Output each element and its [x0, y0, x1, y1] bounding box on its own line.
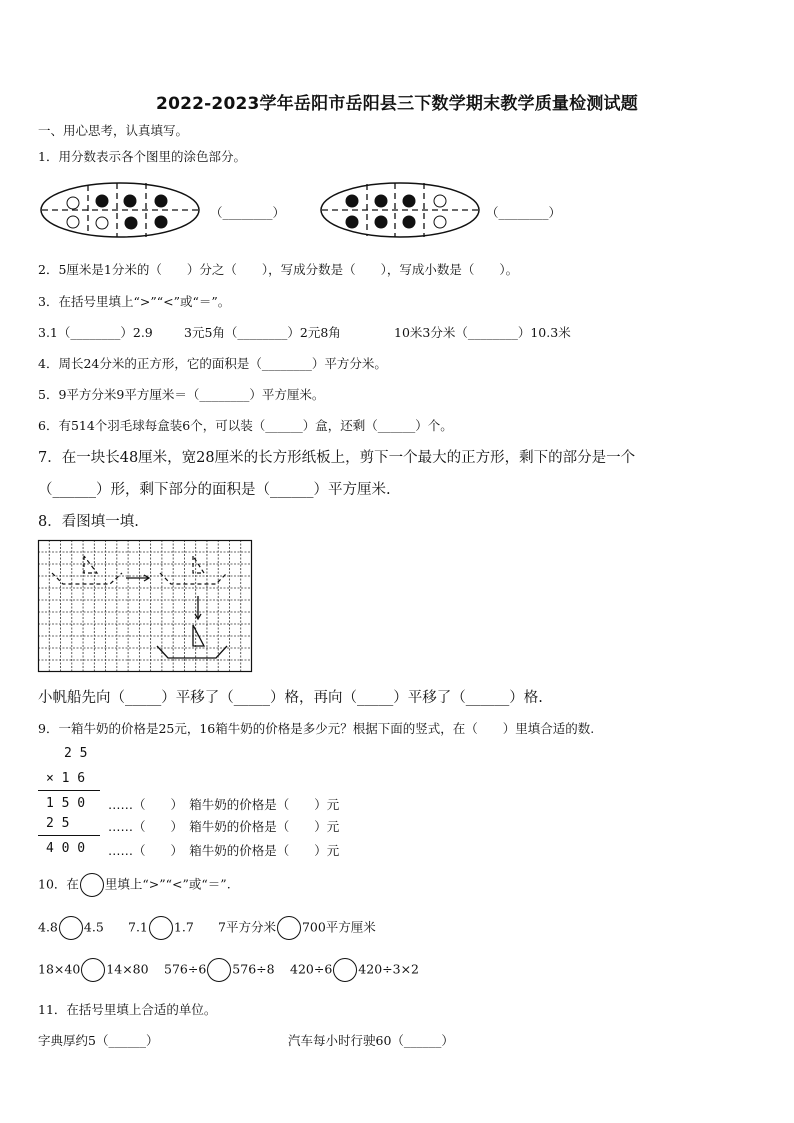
answer-blank-a[interactable]: （________） — [210, 205, 286, 220]
compare-10a[interactable]: 4.8 4.5 — [38, 916, 104, 940]
compare-10d[interactable]: 18×40 14×80 — [38, 958, 149, 982]
compare-10b[interactable]: 7.1 1.7 — [128, 916, 194, 940]
question-4: 4．周长24分米的正方形，它的面积是（________）平方分米。 — [38, 356, 387, 371]
question-5: 5．9平方分米9平方厘米＝（________）平方厘米。 — [38, 387, 325, 402]
compare-circle[interactable] — [277, 916, 301, 940]
multiplicand: 2 5 — [64, 746, 88, 761]
translation-grid — [38, 540, 252, 672]
question-8: 8．看图填一填. — [38, 514, 139, 530]
compare-circle[interactable] — [81, 958, 105, 982]
compare-10c[interactable]: 7平方分米 700平方厘米 — [218, 916, 376, 940]
page-title: 2022-2023学年岳阳市岳阳县三下数学期末教学质量检测试题 — [156, 94, 638, 114]
compare-circle[interactable] — [207, 958, 231, 982]
compare-10f[interactable]: 420÷6 420÷3×2 — [290, 958, 419, 982]
calc-row-3: ……（ ） 箱牛奶的价格是（ ）元 — [108, 843, 340, 858]
compare-circle[interactable] — [333, 958, 357, 982]
compare-10e[interactable]: 576÷6 576÷8 — [164, 958, 275, 982]
calc-row-1: ……（ ） 箱牛奶的价格是（ ）元 — [108, 797, 340, 812]
compare-circle[interactable] — [149, 916, 173, 940]
compare-circle[interactable] — [59, 916, 83, 940]
partial-product-2: 2 5 — [46, 816, 70, 831]
oval-figure-a — [40, 180, 200, 240]
partial-product-1: 1 5 0 — [46, 796, 86, 811]
compare-3b[interactable]: 3元5角（________）2元8角 — [184, 325, 341, 340]
compare-3c[interactable]: 10米3分米（________）10.3米 — [394, 325, 571, 340]
oval-figure-b — [320, 180, 480, 240]
unit-blank-a[interactable]: 字典厚约5（______） — [38, 1033, 159, 1048]
section-heading: 一、用心思考，认真填写。 — [38, 123, 189, 138]
vertical-rule-2 — [38, 835, 100, 836]
unit-blank-b[interactable]: 汽车每小时行驶60（______） — [288, 1033, 454, 1048]
compare-3a[interactable]: 3.1（________）2.9 — [38, 325, 153, 340]
question-7-line1: 7．在一块长48厘米，宽28厘米的长方形纸板上，剪下一个最大的正方形，剩下的部分是一个 — [38, 450, 636, 466]
question-7-line2: （______）形，剩下部分的面积是（______）平方厘米. — [38, 482, 391, 498]
question-2: 2．5厘米是1分米的（ ）分之（ ），写成分数是（ ），写成小数是（ ）。 — [38, 262, 519, 277]
question-1: 1．用分数表示各个图里的涂色部分。 — [38, 149, 246, 164]
compare-circle-sample — [80, 873, 104, 897]
multiplier: × 1 6 — [46, 771, 86, 786]
vertical-rule-1 — [38, 790, 100, 791]
question-11: 11．在括号里填上合适的单位。 — [38, 1002, 217, 1017]
question-10: 10．在 里填上“>”“<”或“＝”. — [38, 873, 231, 897]
product-total: 4 0 0 — [46, 841, 86, 856]
answer-blank-b[interactable]: （________） — [486, 205, 562, 220]
question-9: 9．一箱牛奶的价格是25元，16箱牛奶的价格是多少元？根据下面的竖式，在（ ）里填合适的数. — [38, 721, 595, 736]
calc-row-2: ……（ ） 箱牛奶的价格是（ ）元 — [108, 819, 340, 834]
question-6: 6．有514个羽毛球每盒装6个，可以装（______）盒，还剩（______）个。 — [38, 418, 453, 433]
question-8-answer: 小帆船先向（_____）平移了（_____）格，再向（_____）平移了（______）格. — [38, 690, 543, 706]
question-3: 3．在括号里填上“>”“<”或“＝”。 — [38, 294, 231, 309]
